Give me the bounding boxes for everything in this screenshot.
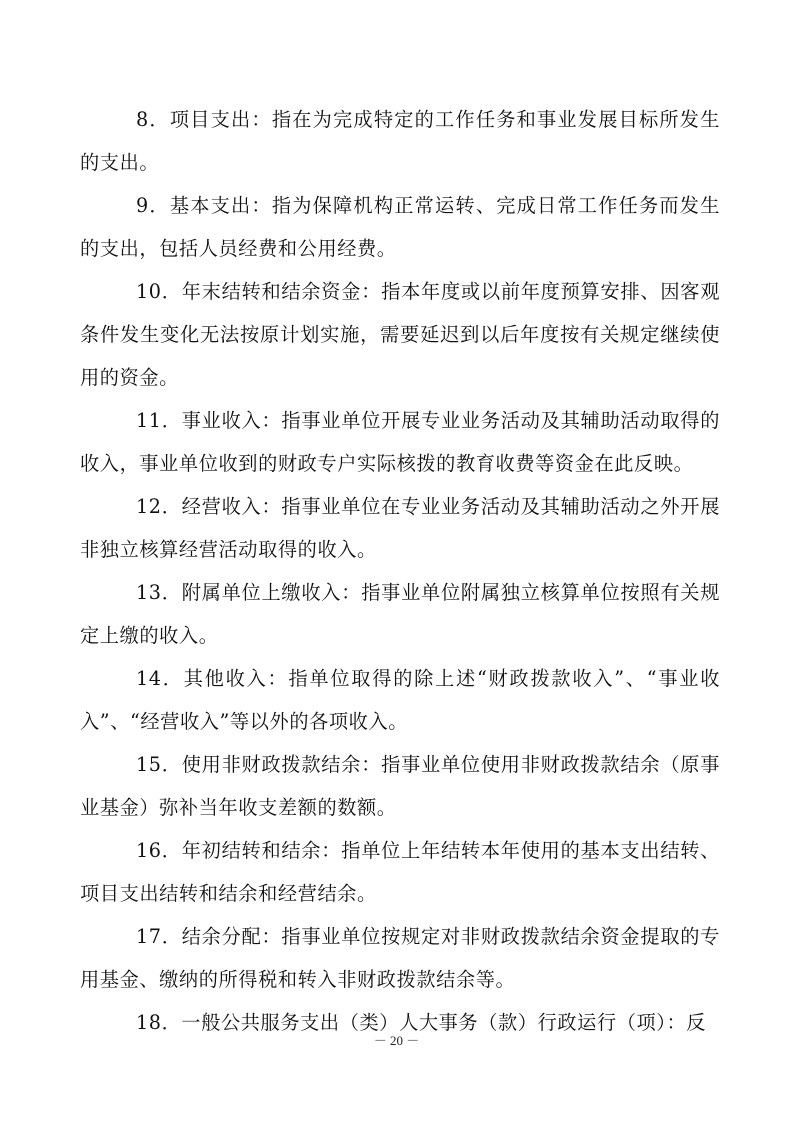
paragraph-15: 15．使用非财政拨款结余：指事业单位使用非财政拨款结余（原事业基金）弥补当年收支差额的数额。 [80, 753, 720, 819]
paragraph-16: 16．年初结转和结余：指单位上年结转本年使用的基本支出结转、项目支出结转和结余和经营结余。 [80, 839, 720, 905]
paragraph-8: 8．项目支出：指在为完成特定的工作任务和事业发展目标所发生的支出。 [80, 108, 720, 174]
paragraph-9: 9．基本支出：指为保障机构正常运转、完成日常工作任务而发生的支出，包括人员经费和公用经费。 [80, 194, 720, 260]
page-number: － 20 － [373, 1033, 420, 1048]
document-body [80, 98, 720, 1044]
paragraph-12: 12．经营收入：指事业单位在专业业务活动及其辅助活动之外开展非独立核算经营活动取得的收入。 [80, 495, 720, 561]
paragraph-11: 11．事业收入：指事业单位开展专业业务活动及其辅助活动取得的收入，事业单位收到的财政专户实际核拨的教育收费等资金在此反映。 [80, 409, 720, 475]
paragraph-13: 13．附属单位上缴收入：指事业单位附属独立核算单位按照有关规定上缴的收入。 [80, 581, 720, 647]
paragraph-18: 18．一般公共服务支出（类）人大事务（款）行政运行（项）：反 [136, 1011, 707, 1034]
paragraph-17: 17．结余分配：指事业单位按规定对非财政拨款结余资金提取的专用基金、缴纳的所得税和转入非财政拨款结余等。 [80, 925, 720, 991]
paragraph-14: 14．其他收入：指单位取得的除上述“财政拨款收入”、“事业收入”、“经营收入”等以外的各项收入。 [80, 667, 720, 733]
paragraph-10: 10．年末结转和结余资金：指本年度或以前年度预算安排、因客观条件发生变化无法按原计划实施，需要延迟到以后年度按有关规定继续使用的资金。 [80, 280, 720, 389]
